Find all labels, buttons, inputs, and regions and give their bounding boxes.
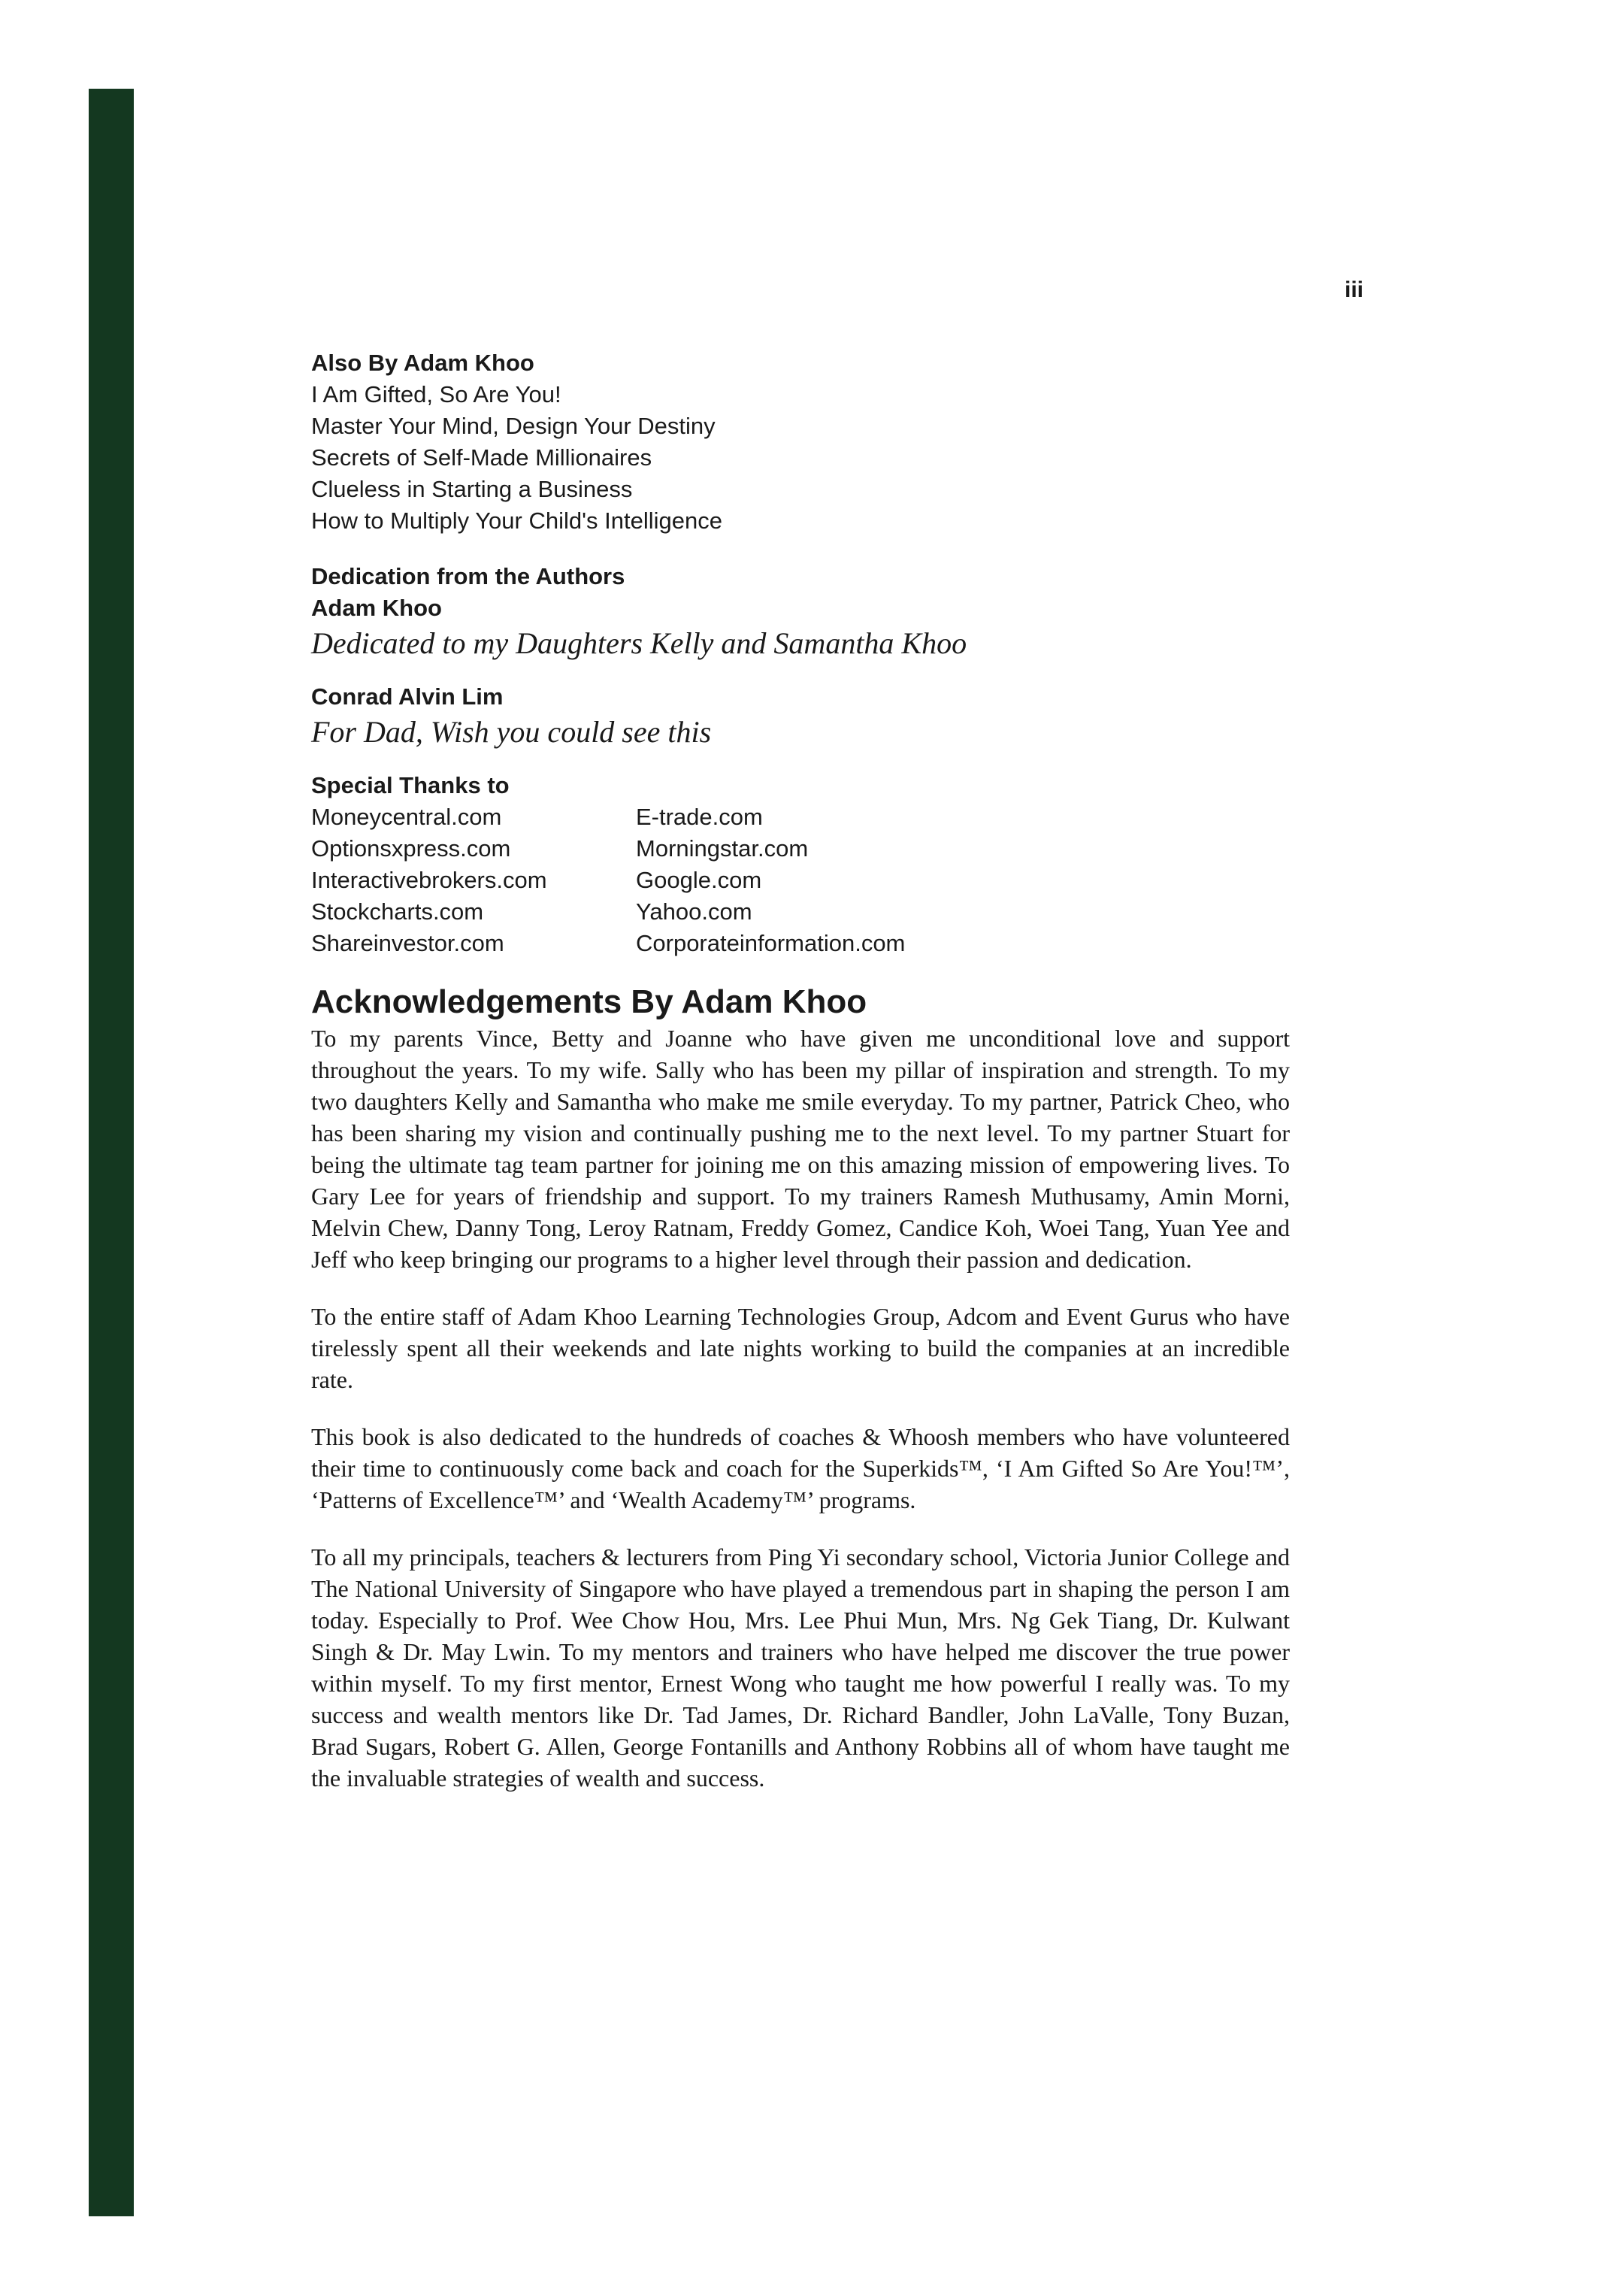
dedication-author-conrad: Conrad Alvin Lim xyxy=(311,683,504,710)
also-by-section xyxy=(311,347,1290,537)
acknowledgements-section xyxy=(311,982,1290,1794)
dedication-section xyxy=(311,561,1290,752)
acknowledgement-paragraph: To my parents Vince, Betty and Joanne who have given me unconditional love and support throughout the years. To my wife. Sally who has been my pillar of inspiration and strength. To my two daughters Kelly and Samantha who make me smile everyday. To my partner, Patrick Cheo, who has been sharing my vision and continually pushing me to the next level. To my partner Stuart for being the ultimate tag team partner for joining me on this amazing mission of empowering lives. To Gary Lee for years of friendship and support. To my trainers Ramesh Muthusamy, Amin Morni, Melvin Chew, Danny Tong, Leroy Ratnam, Freddy Gomez, Candice Koh, Woei Tang, Yuan Yee and Jeff who keep bringing our programs to a higher level through their passion and dedication. xyxy=(311,1025,1290,1273)
acknowledgement-paragraph: To the entire staff of Adam Khoo Learning Technologies Group, Adcom and Event Gurus who have tirelessly spent all their weekends and late nights working to build the companies at an incredible rate. xyxy=(311,1303,1290,1393)
acknowledgement-paragraph: This book is also dedicated to the hundreds of coaches & Whoosh members who have volunteered their time to continuously come back and coach for the Superkids™, ‘I Am Gifted So Are You!™’, ‘Patterns of Excellence™’ and ‘Wealth Academy™’ programs. xyxy=(311,1423,1290,1513)
thanks-site: Shareinvestor.com xyxy=(311,930,504,956)
page-number: iii xyxy=(1344,277,1363,302)
thanks-site: E-trade.com xyxy=(636,804,763,830)
thanks-site: Corporateinformation.com xyxy=(636,930,906,956)
acknowledgements-title: Acknowledgements By Adam Khoo xyxy=(311,983,867,1020)
book-title: I Am Gifted, So Are You! xyxy=(311,381,561,407)
dedication-author-adam: Adam Khoo xyxy=(311,595,442,621)
thanks-site: Morningstar.com xyxy=(636,835,809,862)
thanks-site: Moneycentral.com xyxy=(311,804,502,830)
special-thanks-heading: Special Thanks to xyxy=(311,772,510,798)
thanks-site: Optionsxpress.com xyxy=(311,835,511,862)
green-side-bar xyxy=(89,89,134,2216)
page-content xyxy=(311,347,1290,1819)
also-by-heading: Also By Adam Khoo xyxy=(311,350,534,376)
book-title: Secrets of Self-Made Millionaires xyxy=(311,444,652,471)
book-title: Clueless in Starting a Business xyxy=(311,476,633,502)
dedication-text-adam: Dedicated to my Daughters Kelly and Samantha Khoo xyxy=(311,626,967,660)
book-title: Master Your Mind, Design Your Destiny xyxy=(311,413,716,439)
book-title: How to Multiply Your Child's Intelligence xyxy=(311,507,722,534)
thanks-site: Stockcharts.com xyxy=(311,898,484,925)
dedication-text-conrad: For Dad, Wish you could see this xyxy=(311,715,712,749)
special-thanks-list xyxy=(311,801,1290,959)
thanks-site: Interactivebrokers.com xyxy=(311,867,547,893)
special-thanks-section xyxy=(311,770,1290,959)
dedication-heading: Dedication from the Authors xyxy=(311,563,625,589)
thanks-site: Yahoo.com xyxy=(636,898,752,925)
acknowledgement-paragraph: To all my principals, teachers & lecturers from Ping Yi secondary school, Victoria Junior College and The National University of Singapore who have played a tremendous part in shaping the person I am today. Especially to Prof. Wee Chow Hou, Mrs. Lee Phui Mun, Mrs. Ng Gek Tiang, Dr. Kulwant Singh & Dr. May Lwin. To my mentors and trainers who have helped me discover the true power within myself. To my first mentor, Ernest Wong who taught me how powerful I really was. To my success and wealth mentors like Dr. Tad James, Dr. Richard Bandler, John LaValle, Tony Buzan, Brad Sugars, Robert G. Allen, George Fontanills and Anthony Robbins all of whom have taught me the invaluable strategies of wealth and success. xyxy=(311,1543,1290,1792)
thanks-site: Google.com xyxy=(636,867,762,893)
